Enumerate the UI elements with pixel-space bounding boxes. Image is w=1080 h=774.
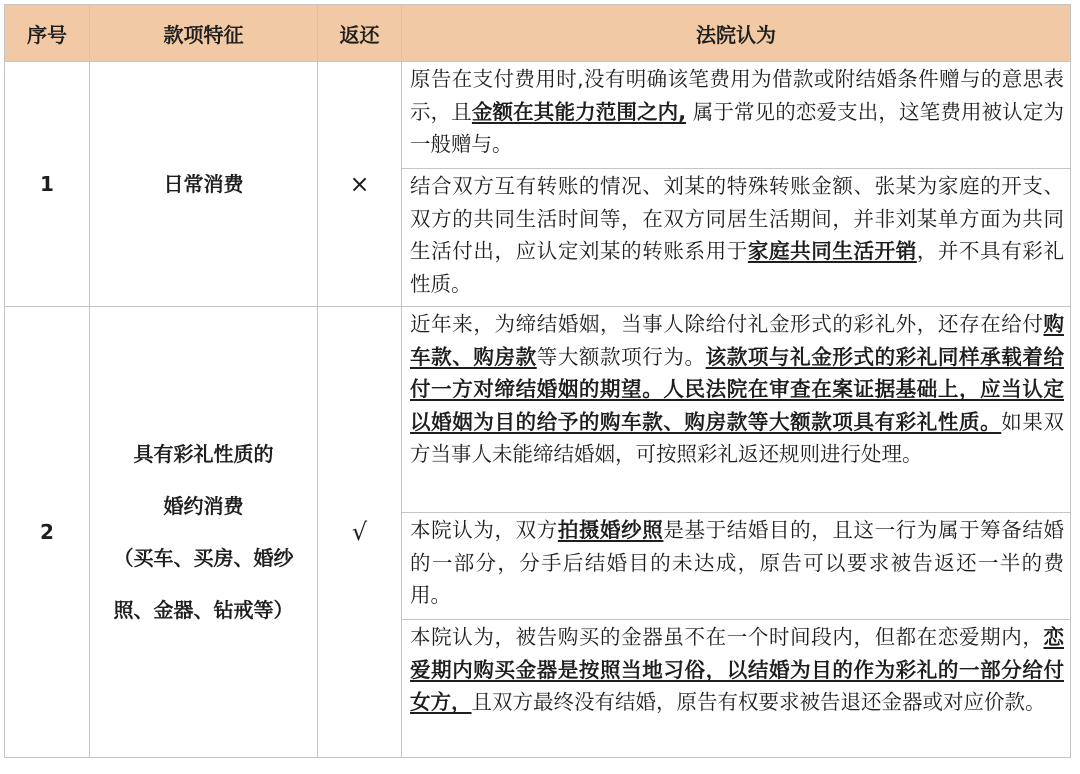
header-return: 返还 (318, 5, 402, 62)
row-2-court-para-2: 本院认为，双方拍摄婚纱照是基于结婚目的，且这一行为属于筹备结婚的一部分，分手后结婚目的未达成，原告可以要求被告返还一半的费用。 (402, 513, 1071, 620)
emphasis-text: 家庭共同生活开销 (747, 239, 917, 263)
feature-line: 日常消费 (163, 172, 244, 196)
row-1-court-para-1: 原告在支付费用时,没有明确该笔费用为借款或附结婚条件赠与的意思表示，且金额在其能力范围之内, 属于常见的恋爱支出，这笔费用被认定为一般赠与。 (402, 62, 1071, 169)
row-1-return-mark: × (318, 62, 402, 307)
table-header-row (5, 5, 1071, 62)
emphasis-text: 购车款、购房款 (410, 312, 1064, 369)
row-2-feature (90, 307, 318, 758)
emphasis-text: 该款项与礼金形式的彩礼同样承载着给付一方对缔结婚姻的期望。人民法院在审查在案证据基础上，应当认定以婚姻为目的给予的购车款、购房款等大额款项具有彩礼性质。 (410, 344, 1065, 434)
row-1-court-para-2: 结合双方互有转账的情况、刘某的特殊转账金额、张某为家庭的开支、双方的共同生活时间等，在双方同居生活期间，并非刘某单方面为共同生活付出，应认定刘某的转账系用于家庭共同生活开销，并不具有彩礼性质。 (402, 169, 1071, 307)
row-1-num: 1 (5, 62, 90, 307)
emphasis-text: 拍摄婚纱照 (557, 518, 664, 542)
row-2-court-para-3: 本院认为，被告购买的金器虽不在一个时间段内，但都在恋爱期内，恋爱期内购买金器是按照当地习俗，以结婚为目的作为彩礼的一部分给付女方，且双方最终没有结婚，原告有权要求被告退还金器或对应价款。 (402, 620, 1071, 758)
court-ruling-table (4, 4, 1071, 758)
row-1-feature (90, 62, 318, 307)
row-2-return-mark: √ (318, 307, 402, 758)
header-num: 序号 (5, 5, 90, 62)
feature-line: 具有彩礼性质的 (133, 442, 274, 466)
feature-line: 婚约消费 (163, 494, 244, 518)
header-court: 法院认为 (402, 5, 1071, 62)
table-row (5, 307, 1071, 513)
row-2-num: 2 (5, 307, 90, 758)
feature-line: （买车、买房、婚纱 (113, 546, 294, 570)
emphasis-text: 恋爱期内购买金器是按照当地习俗，以结婚为目的作为彩礼的一部分给付女方， (410, 625, 1064, 714)
row-2-court-para-1: 近年来，为缔结婚姻，当事人除给付礼金形式的彩礼外，还存在给付购车款、购房款等大额款项行为。该款项与礼金形式的彩礼同样承载着给付一方对缔结婚姻的期望。人民法院在审查在案证据基础上，应当认定以婚姻为目的给予的购车款、购房款等大额款项具有彩礼性质。如果双方当事人未能缔结婚姻，可按照彩礼返还规则进行处理。 (402, 307, 1071, 513)
table-row (5, 62, 1071, 169)
header-feature: 款项特征 (90, 5, 318, 62)
emphasis-text: 金额在其能力范围之内, (471, 99, 687, 124)
feature-line: 照、金器、钻戒等） (113, 598, 294, 622)
